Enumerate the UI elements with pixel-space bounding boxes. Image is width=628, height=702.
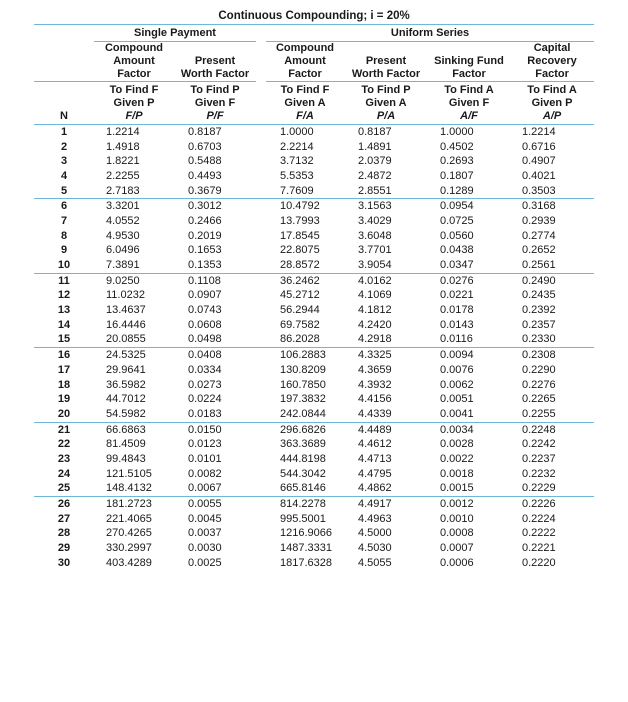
factor-value: 0.0116 bbox=[428, 333, 510, 348]
factor-value: 0.0062 bbox=[440, 378, 474, 391]
factor-value: 2.7183 bbox=[94, 184, 174, 199]
col1-find-a: To Find F bbox=[109, 84, 159, 96]
factor-value: 665.8146 bbox=[266, 482, 344, 497]
factor-value: 0.0143 bbox=[440, 318, 474, 331]
row-n: 12 bbox=[57, 289, 71, 302]
factor-value: 4.4339 bbox=[344, 407, 428, 422]
row-n: 28 bbox=[57, 527, 71, 540]
factor-value: 0.0051 bbox=[440, 393, 474, 406]
factor-value: 4.4156 bbox=[358, 393, 392, 406]
factor-value: 0.0028 bbox=[440, 438, 474, 451]
factor-value: 0.2248 bbox=[522, 423, 556, 436]
factor-value: 0.2392 bbox=[522, 304, 556, 317]
row-n: 21 bbox=[57, 423, 71, 436]
factor-value: 0.0022 bbox=[440, 452, 474, 465]
col3-name-a: Compound bbox=[275, 42, 335, 54]
factor-value: 4.4612 bbox=[358, 438, 392, 451]
factor-value: 1216.9066 bbox=[280, 527, 332, 540]
factor-value: 4.3932 bbox=[358, 378, 392, 391]
factor-value: 0.0276 bbox=[440, 274, 474, 287]
factor-value: 0.0018 bbox=[440, 467, 474, 480]
table-row bbox=[34, 527, 594, 542]
table-row bbox=[34, 154, 594, 169]
factor-value: 0.0094 bbox=[440, 349, 474, 362]
col4-name-c: Worth Factor bbox=[344, 68, 428, 82]
factor-value: 0.2693 bbox=[440, 155, 474, 168]
factor-value: 3.7701 bbox=[358, 244, 392, 257]
table-row bbox=[34, 467, 594, 482]
factor-value: 36.5982 bbox=[106, 378, 146, 391]
table-row bbox=[34, 422, 594, 437]
factor-value: 0.0224 bbox=[188, 393, 222, 406]
factor-value: 0.0067 bbox=[174, 482, 256, 497]
factor-value: 242.0844 bbox=[266, 407, 344, 422]
col1-name-c: Factor bbox=[94, 68, 174, 82]
factor-value: 4.4713 bbox=[358, 452, 392, 465]
table-body bbox=[34, 125, 594, 571]
factor-value: 0.0030 bbox=[188, 542, 222, 555]
table-row bbox=[34, 318, 594, 333]
factor-value: 1.8221 bbox=[106, 155, 140, 168]
factor-value: 0.0123 bbox=[188, 438, 222, 451]
factor-value: 0.2276 bbox=[522, 378, 556, 391]
table-row bbox=[34, 289, 594, 304]
factor-value: 22.8075 bbox=[280, 244, 320, 257]
factor-value: 0.6716 bbox=[522, 140, 556, 153]
factor-value: 0.3012 bbox=[188, 200, 222, 213]
factor-value: 4.2918 bbox=[344, 333, 428, 348]
factor-value: 0.2222 bbox=[522, 527, 556, 540]
factor-value: 1.0000 bbox=[280, 125, 314, 138]
factor-value: 2.2214 bbox=[280, 140, 314, 153]
factor-value: 0.1108 bbox=[188, 274, 221, 287]
row-n: 9 bbox=[60, 244, 68, 257]
factor-value: 270.4265 bbox=[106, 527, 152, 540]
factor-table bbox=[34, 8, 594, 571]
factor-value: 4.4489 bbox=[358, 423, 392, 436]
factor-value: 0.2939 bbox=[522, 214, 556, 227]
factor-value: 995.5001 bbox=[280, 512, 326, 525]
factor-value: 0.2357 bbox=[522, 318, 556, 331]
col3-find-a: To Find F bbox=[280, 84, 330, 96]
col4-formula: P/A bbox=[344, 110, 428, 125]
factor-value: 0.0034 bbox=[440, 423, 474, 436]
factor-value: 0.2255 bbox=[510, 407, 594, 422]
factor-value: 13.4637 bbox=[106, 304, 146, 317]
col3-name-c: Factor bbox=[266, 68, 344, 82]
row-n: 16 bbox=[57, 349, 71, 362]
factor-value: 4.4917 bbox=[358, 498, 392, 511]
factor-value: 0.2330 bbox=[510, 333, 594, 348]
factor-value: 0.0041 bbox=[428, 407, 510, 422]
col5-name-b: Sinking Fund bbox=[434, 55, 504, 67]
factor-value: 0.3168 bbox=[522, 200, 556, 213]
factor-value: 0.0007 bbox=[440, 542, 474, 555]
factor-value: 1817.6328 bbox=[280, 556, 332, 569]
factor-value: 0.1653 bbox=[188, 244, 222, 257]
col5-find-a: To Find A bbox=[444, 84, 494, 96]
factor-value: 0.2226 bbox=[522, 498, 556, 511]
factor-value: 81.4509 bbox=[106, 438, 146, 451]
col5-find-b: Given F bbox=[448, 97, 490, 109]
table-row bbox=[34, 392, 594, 407]
factor-value: 17.8545 bbox=[280, 229, 320, 242]
factor-value: 0.2652 bbox=[522, 244, 556, 257]
factor-value: 4.4795 bbox=[358, 467, 392, 480]
factor-value: 0.0082 bbox=[188, 467, 222, 480]
row-n: 8 bbox=[60, 229, 68, 242]
col1-name-a: Compound bbox=[104, 42, 164, 54]
factor-value: 0.0408 bbox=[188, 349, 222, 362]
factor-value: 0.2019 bbox=[188, 229, 222, 242]
factor-value: 7.7609 bbox=[266, 184, 344, 199]
factor-value: 181.2723 bbox=[106, 498, 152, 511]
table-row bbox=[34, 303, 594, 318]
col6-name-a: Capital bbox=[533, 42, 571, 54]
table-row bbox=[34, 437, 594, 452]
table-row bbox=[34, 482, 594, 497]
col1-name-b: Amount bbox=[113, 55, 155, 67]
row-n: 1 bbox=[60, 125, 68, 138]
factor-value: 4.9530 bbox=[106, 229, 140, 242]
factor-value: 3.7132 bbox=[280, 155, 314, 168]
factor-value: 148.4132 bbox=[94, 482, 174, 497]
factor-value: 814.2278 bbox=[280, 498, 326, 511]
factor-value: 0.2242 bbox=[522, 438, 556, 451]
factor-value: 10.4792 bbox=[280, 200, 320, 213]
factor-value: 0.1807 bbox=[440, 169, 474, 182]
factor-value: 4.2420 bbox=[358, 318, 392, 331]
factor-value: 9.0250 bbox=[106, 274, 140, 287]
factor-value: 0.2237 bbox=[522, 452, 556, 465]
table-row bbox=[34, 378, 594, 393]
factor-value: 3.3201 bbox=[106, 200, 140, 213]
factor-value: 0.3503 bbox=[510, 184, 594, 199]
table-row bbox=[34, 512, 594, 527]
factor-value: 0.2220 bbox=[522, 556, 556, 569]
factor-value: 0.8187 bbox=[358, 125, 392, 138]
factor-value: 0.0347 bbox=[428, 258, 510, 273]
row-n: 30 bbox=[57, 556, 71, 569]
col4-name-b: Present bbox=[365, 55, 407, 67]
col5-name-c: Factor bbox=[428, 68, 510, 82]
factor-value: 0.2466 bbox=[188, 214, 222, 227]
factor-value: 1.4918 bbox=[106, 140, 140, 153]
factor-value: 86.2028 bbox=[266, 333, 344, 348]
factor-value: 4.0162 bbox=[358, 274, 392, 287]
factor-value: 330.2997 bbox=[106, 542, 152, 555]
factor-value: 4.3325 bbox=[358, 349, 392, 362]
factor-value: 0.0076 bbox=[440, 363, 474, 376]
row-n: 10 bbox=[34, 258, 94, 273]
col6-formula: A/P bbox=[510, 110, 594, 125]
row-n: 11 bbox=[58, 274, 70, 287]
row-n: 17 bbox=[57, 363, 71, 376]
factor-value: 3.6048 bbox=[358, 229, 392, 242]
factor-value: 0.2232 bbox=[522, 467, 556, 480]
table-row bbox=[34, 273, 594, 288]
row-n: 4 bbox=[60, 169, 68, 182]
group-uniform-series: Uniform Series bbox=[266, 25, 594, 42]
factor-value: 0.0150 bbox=[188, 423, 222, 436]
factor-value: 69.7582 bbox=[280, 318, 320, 331]
table-row bbox=[34, 199, 594, 214]
row-n: 20 bbox=[34, 407, 94, 422]
row-n: 13 bbox=[57, 304, 71, 317]
interest-table bbox=[34, 8, 594, 571]
factor-value: 197.3832 bbox=[280, 393, 326, 406]
factor-value: 0.5488 bbox=[188, 155, 222, 168]
factor-value: 0.4493 bbox=[188, 169, 222, 182]
factor-value: 2.4872 bbox=[358, 169, 392, 182]
row-n: 29 bbox=[57, 542, 71, 555]
factor-value: 0.0055 bbox=[188, 498, 222, 511]
factor-value: 4.3659 bbox=[358, 363, 392, 376]
factor-value: 0.4502 bbox=[440, 140, 474, 153]
factor-value: 363.3689 bbox=[280, 438, 326, 451]
factor-value: 0.0498 bbox=[174, 333, 256, 348]
factor-value: 4.4963 bbox=[358, 512, 392, 525]
factor-value: 0.2290 bbox=[522, 363, 556, 376]
factor-value: 4.5000 bbox=[358, 527, 392, 540]
row-n: 6 bbox=[60, 200, 68, 213]
factor-value: 0.4021 bbox=[522, 169, 556, 182]
table-title: Continuous Compounding; i = 20% bbox=[34, 8, 594, 25]
col6-name-c: Factor bbox=[510, 68, 594, 82]
factor-value: 121.5105 bbox=[106, 467, 152, 480]
row-n: 19 bbox=[57, 393, 71, 406]
factor-value: 0.0045 bbox=[188, 512, 222, 525]
factor-value: 0.0743 bbox=[188, 304, 222, 317]
table-row bbox=[34, 497, 594, 512]
factor-value: 0.0010 bbox=[440, 512, 474, 525]
factor-value: 3.9054 bbox=[344, 258, 428, 273]
factor-value: 4.0552 bbox=[106, 214, 140, 227]
factor-value: 16.4446 bbox=[106, 318, 146, 331]
row-n: 22 bbox=[57, 438, 71, 451]
n-header: N bbox=[34, 110, 94, 125]
table-row bbox=[34, 363, 594, 378]
col6-find-a: To Find A bbox=[527, 84, 577, 96]
row-n: 25 bbox=[34, 482, 94, 497]
factor-value: 56.2944 bbox=[280, 304, 320, 317]
col1-formula: F/P bbox=[94, 110, 174, 125]
factor-value: 45.2712 bbox=[280, 289, 320, 302]
table-row bbox=[34, 452, 594, 467]
col2-name-b: Present bbox=[194, 55, 236, 67]
factor-value: 1.4891 bbox=[358, 140, 392, 153]
row-n: 3 bbox=[60, 155, 68, 168]
factor-value: 36.2462 bbox=[280, 274, 320, 287]
factor-value: 0.2435 bbox=[522, 289, 556, 302]
factor-value: 0.0183 bbox=[174, 407, 256, 422]
row-n: 18 bbox=[57, 378, 71, 391]
col2-formula: P/F bbox=[174, 110, 256, 125]
factor-value: 0.2490 bbox=[522, 274, 556, 287]
factor-value: 13.7993 bbox=[280, 214, 320, 227]
factor-value: 403.4289 bbox=[106, 556, 152, 569]
factor-value: 0.8187 bbox=[188, 125, 222, 138]
factor-value: 0.0907 bbox=[188, 289, 222, 302]
row-n: 24 bbox=[57, 467, 71, 480]
factor-value: 444.8198 bbox=[280, 452, 326, 465]
factor-value: 4.1069 bbox=[358, 289, 392, 302]
table-row bbox=[34, 541, 594, 556]
factor-value: 5.5353 bbox=[280, 169, 314, 182]
col6-find-b: Given P bbox=[531, 97, 573, 109]
table-row bbox=[34, 333, 594, 348]
factor-value: 3.4029 bbox=[358, 214, 392, 227]
factor-value: 0.2229 bbox=[510, 482, 594, 497]
factor-value: 44.7012 bbox=[106, 393, 146, 406]
factor-value: 0.1289 bbox=[428, 184, 510, 199]
factor-value: 99.4843 bbox=[106, 452, 146, 465]
table-row bbox=[34, 348, 594, 363]
factor-value: 0.2774 bbox=[522, 229, 556, 242]
row-n: 5 bbox=[34, 184, 94, 199]
row-n: 7 bbox=[60, 214, 68, 227]
factor-value: 0.3679 bbox=[174, 184, 256, 199]
factor-value: 0.0334 bbox=[188, 363, 222, 376]
factor-value: 0.0608 bbox=[188, 318, 222, 331]
factor-value: 296.6826 bbox=[280, 423, 326, 436]
col4-find-b: Given A bbox=[365, 97, 407, 109]
factor-value: 20.0855 bbox=[94, 333, 174, 348]
factor-value: 160.7850 bbox=[280, 378, 326, 391]
factor-value: 29.9641 bbox=[106, 363, 146, 376]
factor-value: 0.0221 bbox=[440, 289, 474, 302]
table-row bbox=[34, 125, 594, 140]
factor-value: 3.1563 bbox=[358, 200, 392, 213]
factor-value: 0.0015 bbox=[428, 482, 510, 497]
factor-value: 0.2561 bbox=[510, 258, 594, 273]
table-row bbox=[34, 140, 594, 155]
factor-value: 544.3042 bbox=[280, 467, 326, 480]
factor-value: 4.1812 bbox=[358, 304, 392, 317]
col5-formula: A/F bbox=[428, 110, 510, 125]
factor-value: 11.0232 bbox=[106, 289, 145, 302]
col2-find-a: To Find P bbox=[190, 84, 240, 96]
factor-value: 0.1353 bbox=[174, 258, 256, 273]
factor-value: 66.6863 bbox=[106, 423, 146, 436]
factor-value: 0.0273 bbox=[188, 378, 222, 391]
table-row bbox=[34, 244, 594, 259]
factor-value: 1487.3331 bbox=[280, 542, 332, 555]
factor-value: 0.0438 bbox=[440, 244, 474, 257]
col4-find-a: To Find P bbox=[361, 84, 411, 96]
factor-value: 54.5982 bbox=[94, 407, 174, 422]
factor-value: 0.2308 bbox=[522, 349, 556, 362]
factor-value: 1.2214 bbox=[522, 125, 556, 138]
factor-value: 4.5030 bbox=[358, 542, 392, 555]
factor-value: 0.6703 bbox=[188, 140, 222, 153]
factor-value: 221.4065 bbox=[106, 512, 152, 525]
col1-find-b: Given P bbox=[113, 97, 155, 109]
factor-value: 2.2255 bbox=[106, 169, 140, 182]
factor-value: 4.5055 bbox=[358, 556, 392, 569]
group-single-payment: Single Payment bbox=[94, 25, 256, 42]
col6-name-b: Recovery bbox=[527, 55, 577, 67]
col3-find-b: Given A bbox=[284, 97, 326, 109]
factor-value: 0.0178 bbox=[440, 304, 474, 317]
table-row bbox=[34, 407, 594, 422]
row-n: 27 bbox=[57, 512, 71, 525]
factor-value: 0.2265 bbox=[522, 393, 556, 406]
factor-value: 7.3891 bbox=[94, 258, 174, 273]
factor-value: 0.2221 bbox=[522, 542, 556, 555]
factor-value: 0.0954 bbox=[440, 200, 474, 213]
col3-formula: F/A bbox=[266, 110, 344, 125]
factor-value: 6.0496 bbox=[106, 244, 140, 257]
table-row bbox=[34, 169, 594, 184]
row-n: 2 bbox=[60, 140, 68, 153]
factor-value: 1.0000 bbox=[440, 125, 474, 138]
row-n: 23 bbox=[57, 452, 71, 465]
factor-value: 0.0560 bbox=[440, 229, 474, 242]
col2-find-b: Given F bbox=[194, 97, 236, 109]
factor-value: 0.0006 bbox=[440, 556, 474, 569]
factor-value: 0.0012 bbox=[440, 498, 474, 511]
factor-value: 0.0008 bbox=[440, 527, 474, 540]
factor-value: 4.4862 bbox=[344, 482, 428, 497]
factor-value: 0.0101 bbox=[188, 452, 222, 465]
table-row bbox=[34, 229, 594, 244]
col2-name-c: Worth Factor bbox=[174, 68, 256, 82]
factor-value: 24.5325 bbox=[106, 349, 146, 362]
factor-value: 1.2214 bbox=[106, 125, 140, 138]
factor-value: 2.8551 bbox=[344, 184, 428, 199]
row-n: 15 bbox=[34, 333, 94, 348]
table-row bbox=[34, 556, 594, 571]
factor-value: 2.0379 bbox=[358, 155, 392, 168]
factor-value: 0.0725 bbox=[440, 214, 474, 227]
factor-value: 0.2224 bbox=[522, 512, 556, 525]
factor-value: 106.2883 bbox=[280, 349, 326, 362]
row-n: 26 bbox=[57, 498, 71, 511]
factor-value: 0.0025 bbox=[188, 556, 222, 569]
factor-value: 130.8209 bbox=[280, 363, 326, 376]
col3-name-b: Amount bbox=[284, 55, 326, 67]
table-row bbox=[34, 258, 594, 273]
factor-value: 0.0037 bbox=[188, 527, 222, 540]
table-row bbox=[34, 214, 594, 229]
table-row bbox=[34, 184, 594, 199]
row-n: 14 bbox=[57, 318, 71, 331]
factor-value: 28.8572 bbox=[266, 258, 344, 273]
factor-value: 0.4907 bbox=[522, 155, 556, 168]
